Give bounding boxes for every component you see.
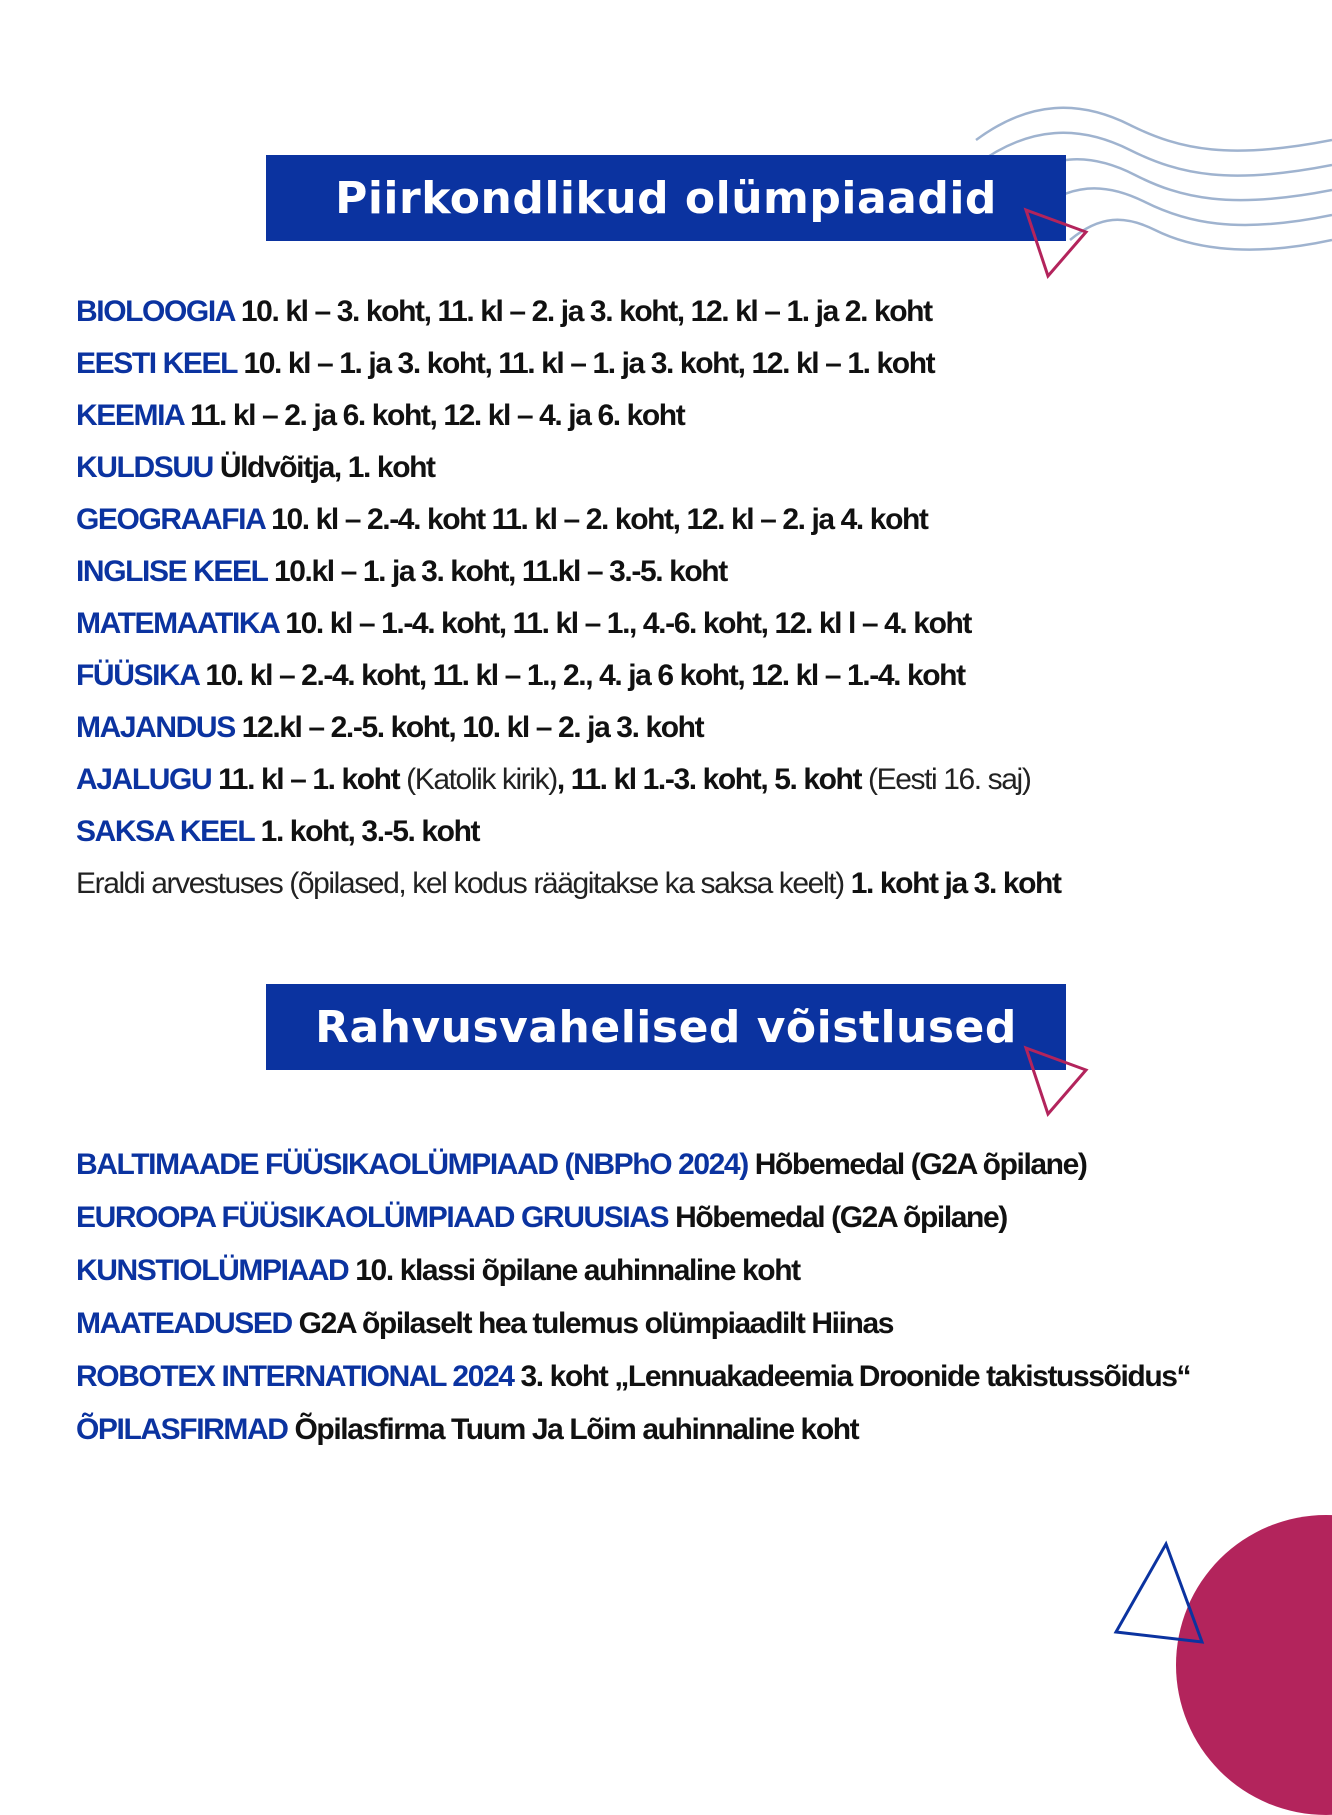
subject-label: ROBOTEX INTERNATIONAL 2024: [76, 1360, 514, 1393]
result-text: 1. koht ja 3. koht: [850, 867, 1061, 900]
result-text: 11. kl – 1. koht: [218, 763, 400, 796]
regional-results-list: [76, 286, 1312, 910]
note-text: (Katolik kirik): [406, 763, 557, 796]
international-results-list: [76, 1138, 1312, 1456]
result-text: , 11. kl 1.-3. koht, 5. koht: [556, 763, 862, 796]
result-text: 12.kl – 2.-5. koht, 10. kl – 2. ja 3. koht: [241, 711, 704, 744]
result-text: 1. koht, 3.-5. koht: [260, 815, 480, 848]
result-text: 10. klassi õpilane auhinnaline koht: [355, 1254, 800, 1287]
result-text: Hõbemedal (G2A õpilane): [675, 1201, 1007, 1234]
result-text: 10. kl – 1.-4. koht, 11. kl – 1., 4.-6. koht, 12. kl l – 4. koht: [285, 607, 972, 640]
section-title-international: Rahvusvahelised võistlused: [266, 984, 1066, 1070]
triangle-outline-icon: [1020, 1044, 1092, 1120]
result-text: 11. kl – 2. ja 6. koht, 12. kl – 4. ja 6. koht: [190, 399, 685, 432]
subject-label: KUNSTIOLÜMPIAAD: [76, 1254, 349, 1287]
result-text: 3. koht „Lennuakadeemia Droonide takistussõidus“: [520, 1360, 1191, 1393]
subject-label: AJALUGU: [76, 763, 212, 796]
list-item: [76, 806, 1312, 858]
list-item: [76, 390, 1312, 442]
result-text: 10. kl – 3. koht, 11. kl – 2. ja 3. koht, 12. kl – 1. ja 2. koht: [240, 295, 932, 328]
list-item: [76, 442, 1312, 494]
subject-label: GEOGRAAFIA: [76, 503, 265, 536]
result-text: Üldvõitja, 1. koht: [219, 451, 435, 484]
subject-label: BIOLOOGIA: [76, 295, 234, 328]
list-item: [76, 598, 1312, 650]
note-text: (Eesti 16. saj): [868, 763, 1031, 796]
note-text: Eraldi arvestuses (õpilased, kel kodus räägitakse ka saksa keelt): [76, 867, 844, 900]
subject-label: SAKSA KEEL: [76, 815, 254, 848]
list-item-extra: [76, 858, 1312, 910]
list-item: [76, 650, 1312, 702]
list-item: [76, 338, 1312, 390]
list-item: [76, 702, 1312, 754]
subject-label: EESTI KEEL: [76, 347, 237, 380]
list-item: [76, 1403, 1312, 1456]
subject-label: MAATEADUSED: [76, 1307, 292, 1340]
result-text: 10. kl – 2.-4. koht 11. kl – 2. koht, 12. kl – 2. ja 4. koht: [271, 503, 928, 536]
result-text: 10. kl – 1. ja 3. koht, 11. kl – 1. ja 3. koht, 12. kl – 1. koht: [243, 347, 935, 380]
list-item: [76, 754, 1312, 806]
list-item: [76, 286, 1312, 338]
list-item: [76, 1138, 1312, 1191]
result-text: 10. kl – 2.-4. koht, 11. kl – 1., 2., 4. ja 6 koht, 12. kl – 1.-4. koht: [205, 659, 965, 692]
subject-label: KULDSUU: [76, 451, 213, 484]
subject-label: FÜÜSIKA: [76, 659, 199, 692]
triangle-outline-icon: [1110, 1538, 1210, 1658]
result-text: 10.kl – 1. ja 3. koht, 11.kl – 3.-5. koht: [273, 555, 727, 588]
subject-label: MAJANDUS: [76, 711, 235, 744]
list-item: [76, 1244, 1312, 1297]
subject-label: MATEMAATIKA: [76, 607, 279, 640]
section-title-regional: Piirkondlikud olümpiaadid: [266, 155, 1066, 241]
subject-label: EUROOPA FÜÜSIKAOLÜMPIAAD GRUUSIAS: [76, 1201, 669, 1234]
list-item: [76, 546, 1312, 598]
subject-label: BALTIMAADE FÜÜSIKAOLÜMPIAAD (NBPhO 2024): [76, 1148, 748, 1181]
list-item: [76, 1191, 1312, 1244]
subject-label: KEEMIA: [76, 399, 184, 432]
result-text: Hõbemedal (G2A õpilane): [754, 1148, 1087, 1181]
result-text: G2A õpilaselt hea tulemus olümpiaadilt Hiinas: [298, 1307, 894, 1340]
subject-label: INGLISE KEEL: [76, 555, 268, 588]
triangle-outline-icon: [1020, 206, 1092, 282]
result-text: Õpilasfirma Tuum Ja Lõim auhinnaline koht: [294, 1413, 859, 1446]
subject-label: ÕPILASFIRMAD: [76, 1413, 288, 1446]
list-item: [76, 1297, 1312, 1350]
list-item: [76, 1350, 1312, 1403]
list-item: [76, 494, 1312, 546]
